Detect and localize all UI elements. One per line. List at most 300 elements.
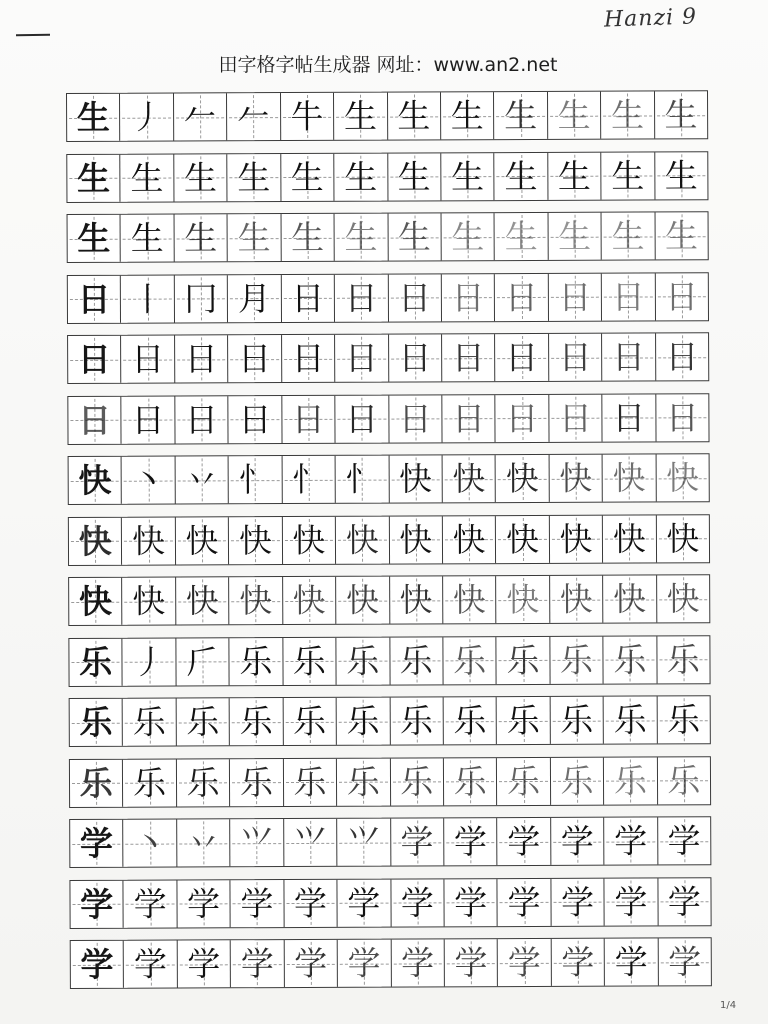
grid-cell	[121, 215, 175, 262]
grid-cell	[604, 757, 658, 804]
grid-cell	[229, 456, 283, 503]
grid-cell	[388, 92, 442, 139]
practice-character: 乐	[186, 702, 220, 742]
practice-character: 快	[506, 579, 540, 620]
grid-cell	[124, 941, 178, 988]
page-number: 1/4	[720, 1000, 737, 1011]
grid-cell	[176, 577, 230, 624]
practice-character: 学	[400, 943, 435, 983]
grid-cell	[70, 699, 124, 746]
practice-character: 乐	[239, 702, 273, 742]
practice-character: 日	[184, 339, 218, 379]
practice-row	[69, 877, 711, 929]
practice-character: 快	[292, 580, 326, 621]
practice-character: 乐	[239, 762, 274, 802]
practice-character: 日	[398, 398, 432, 439]
practice-character: 快	[559, 519, 593, 559]
grid-cell	[281, 153, 335, 200]
practice-character: 日	[558, 398, 593, 438]
grid-cell	[67, 94, 121, 141]
grid-cell	[334, 153, 388, 200]
practice-character: 快	[505, 458, 539, 499]
grid-cell	[551, 878, 605, 925]
grid-cell	[658, 878, 711, 925]
grid-cell	[231, 880, 285, 927]
practice-character: 快	[612, 458, 646, 498]
practice-character: 乐	[346, 762, 380, 802]
practice-character: 乐	[453, 640, 487, 680]
grid-cell	[123, 699, 177, 746]
practice-character: 生	[450, 96, 484, 136]
model-character: 乐	[79, 702, 113, 742]
grid-cell	[495, 334, 549, 381]
grid-cell	[69, 517, 123, 564]
grid-cell	[230, 638, 284, 685]
practice-character: 日	[665, 337, 699, 377]
grid-cell	[71, 941, 125, 988]
practice-character: 生	[397, 96, 431, 136]
practice-character: 生	[183, 157, 218, 197]
grid-cell	[282, 456, 336, 503]
grid-cell	[602, 212, 656, 259]
practice-character: 快	[399, 519, 433, 560]
grid-cell	[655, 152, 708, 199]
practice-character: 乐	[506, 700, 540, 741]
grid-cell	[227, 93, 281, 140]
practice-character: 乐	[560, 700, 594, 740]
sheet-title: 田字格字帖生成器 网址：www.an2.net	[218, 54, 558, 76]
practice-character: 乐	[667, 760, 701, 800]
model-character: 日	[77, 339, 111, 379]
grid-cell	[390, 637, 444, 684]
model-character: 学	[79, 823, 114, 863]
grid-cell	[178, 940, 232, 987]
practice-character: 快	[452, 519, 486, 559]
practice-character: 生	[610, 95, 645, 135]
practice-row	[66, 151, 708, 203]
grid-cell	[123, 638, 177, 685]
grid-cell	[176, 517, 230, 564]
grid-cell	[548, 152, 602, 199]
practice-character: 日	[184, 399, 219, 439]
practice-character: 乐	[292, 641, 326, 681]
grid-cell	[122, 396, 176, 443]
practice-character: 快	[452, 459, 486, 499]
grid-cell	[336, 516, 390, 563]
grid-cell	[657, 636, 710, 683]
grid-cell	[335, 335, 389, 382]
grid-cell	[70, 820, 124, 867]
grid-cell	[69, 457, 123, 504]
grid-cell	[174, 214, 228, 261]
practice-row	[68, 635, 710, 687]
practice-character: 乐	[666, 700, 701, 740]
practice-character: 学	[400, 882, 434, 923]
grid-cell	[444, 818, 498, 865]
grid-cell	[550, 636, 604, 683]
practice-character: 乐	[453, 761, 487, 801]
grid-cell	[604, 696, 658, 743]
practice-character: 月	[237, 278, 271, 318]
practice-character: 乐	[506, 640, 540, 680]
grid-cell	[229, 577, 283, 624]
grid-cell	[174, 93, 228, 140]
practice-row	[68, 453, 710, 505]
model-character: 学	[80, 884, 114, 924]
practice-character: 乐	[293, 762, 327, 802]
practice-character: 日	[238, 399, 272, 439]
grid-cell	[551, 818, 605, 865]
grid-cell	[283, 637, 337, 684]
grid-cell	[442, 334, 496, 381]
grid-cell	[549, 273, 603, 320]
practice-character: 牛	[290, 96, 324, 137]
grid-cell	[123, 759, 177, 806]
grid-cell	[656, 333, 709, 380]
grid-cell	[444, 879, 498, 926]
grid-cell	[548, 213, 602, 260]
model-character: 学	[80, 944, 114, 984]
grid-cell	[495, 152, 549, 199]
grid-cell	[230, 819, 284, 866]
grid-cell	[658, 938, 711, 985]
grid-cell	[228, 214, 282, 261]
grid-cell	[338, 879, 392, 926]
grid-cell	[68, 215, 122, 262]
practice-character: 学	[187, 944, 221, 984]
practice-character: ⺍	[293, 822, 327, 863]
practice-row	[67, 332, 709, 384]
practice-character: 日	[505, 337, 539, 378]
grid-cell	[67, 154, 121, 201]
practice-character: 忄	[345, 459, 379, 499]
practice-character: 忄	[291, 459, 326, 500]
practice-character: 乐	[613, 700, 647, 740]
grid-cell	[496, 394, 550, 441]
grid-cell	[284, 879, 338, 926]
grid-cell	[601, 91, 655, 138]
practice-character: 快	[559, 458, 593, 498]
practice-character: 日	[291, 399, 325, 439]
practice-character: 快	[613, 579, 647, 619]
practice-character: 学	[133, 944, 168, 984]
grid-cell	[229, 517, 283, 564]
practice-character: 日	[558, 277, 592, 317]
practice-character: 生	[344, 157, 378, 197]
grid-cell	[605, 938, 659, 985]
practice-character: 𠂉	[236, 97, 271, 137]
practice-character: 学	[561, 942, 595, 982]
practice-character: 生	[664, 155, 698, 195]
grid-cell	[228, 154, 282, 201]
grid-cell	[496, 455, 550, 502]
practice-character: 学	[507, 821, 541, 862]
practice-character: 乐	[132, 702, 166, 742]
practice-character: 丿	[132, 642, 166, 682]
pen-dash-mark	[16, 34, 50, 37]
practice-character: 生	[557, 95, 591, 135]
practice-character: 生	[558, 216, 592, 256]
practice-character: 生	[451, 217, 485, 257]
grid-cell	[177, 880, 231, 927]
practice-character: 学	[614, 881, 648, 922]
practice-character: 日	[131, 400, 165, 440]
grid-cell	[175, 396, 229, 443]
grid-cell	[494, 92, 548, 139]
practice-character: 学	[614, 821, 648, 861]
model-character: 日	[78, 400, 112, 440]
grid-cell	[337, 758, 391, 805]
grid-cell	[281, 274, 335, 321]
practice-character: 日	[504, 277, 539, 317]
practice-character: 丷	[185, 460, 219, 500]
practice-character: 生	[664, 216, 699, 256]
grid-cell	[497, 757, 551, 804]
grid-cell	[657, 696, 710, 743]
practice-row	[69, 695, 711, 747]
practice-character: 学	[347, 883, 381, 923]
practice-character: 生	[344, 217, 378, 257]
practice-character: 日	[451, 338, 485, 378]
grid-cell	[550, 697, 604, 744]
grid-cell	[604, 817, 658, 864]
grid-cell	[551, 939, 605, 986]
grid-cell	[655, 212, 708, 259]
grid-cell	[550, 515, 604, 562]
practice-character: 生	[397, 217, 431, 257]
grid-cell	[441, 213, 495, 260]
grid-cell	[337, 698, 391, 745]
grid-cell	[70, 880, 124, 927]
grid-cell	[175, 456, 229, 503]
grid-cell	[391, 939, 445, 986]
grid-cell	[442, 274, 496, 321]
practice-character: 快	[612, 518, 646, 559]
model-character: 乐	[79, 763, 113, 803]
grid-cell	[551, 757, 605, 804]
model-character: 快	[78, 581, 113, 621]
practice-character: 学	[347, 943, 381, 983]
grid-cell	[281, 93, 335, 140]
practice-character: 丷	[186, 823, 220, 863]
model-character: 生	[76, 158, 111, 198]
grid-cell	[655, 273, 708, 320]
practice-character: 生	[343, 96, 378, 136]
grid-cell	[388, 153, 442, 200]
grid-cell	[443, 455, 497, 502]
practice-character: 学	[668, 942, 702, 982]
grid-cell	[284, 940, 338, 987]
practice-character: 生	[450, 156, 485, 196]
model-character: 日	[77, 279, 111, 319]
practice-character: 日	[665, 397, 699, 437]
practice-character: 生	[611, 155, 645, 196]
practice-character: 学	[240, 883, 274, 923]
grid-cell	[124, 820, 178, 867]
grid-cell	[497, 636, 551, 683]
practice-character: 学	[453, 822, 488, 862]
grid-cell	[550, 576, 604, 623]
practice-character: 乐	[613, 760, 648, 801]
practice-character: 快	[666, 579, 700, 619]
practice-character: 生	[130, 158, 164, 198]
practice-character: 生	[184, 218, 218, 258]
practice-character: 日	[612, 397, 646, 438]
practice-character: 学	[507, 882, 541, 922]
grid-cell	[495, 213, 549, 260]
grid-cell	[657, 575, 710, 622]
practice-character: 生	[130, 218, 164, 258]
practice-character: 日	[505, 398, 539, 438]
model-character: 快	[78, 521, 112, 561]
practice-character: 快	[345, 580, 380, 620]
grid-cell	[121, 154, 175, 201]
tianzige-grid	[66, 90, 712, 1000]
practice-character: 丿	[130, 97, 164, 137]
grid-cell	[69, 638, 123, 685]
practice-character: 快	[132, 581, 166, 621]
practice-character: 乐	[613, 639, 647, 680]
grid-cell	[443, 576, 497, 623]
practice-character: 乐	[346, 641, 380, 681]
grid-cell	[124, 880, 178, 927]
grid-cell	[391, 879, 445, 926]
practice-character: ⺍	[346, 822, 381, 862]
practice-character: 快	[131, 521, 166, 561]
practice-character: 日	[665, 276, 699, 316]
practice-character: 学	[560, 821, 594, 861]
grid-cell	[498, 939, 552, 986]
grid-cell	[282, 395, 336, 442]
grid-cell	[176, 698, 230, 745]
practice-character: 快	[345, 520, 379, 560]
grid-cell	[498, 818, 552, 865]
practice-character: 乐	[133, 763, 167, 803]
grid-cell	[495, 273, 549, 320]
grid-cell	[549, 455, 603, 502]
practice-character: 学	[507, 942, 541, 983]
practice-character: 快	[398, 459, 433, 499]
practice-row	[69, 756, 711, 808]
practice-character: 生	[504, 216, 538, 257]
practice-character: 学	[294, 943, 328, 984]
grid-cell	[603, 575, 657, 622]
practice-character: 学	[667, 821, 701, 861]
practice-character: 日	[131, 339, 165, 379]
practice-character: 日	[344, 278, 378, 318]
practice-row	[69, 816, 711, 868]
practice-character: 𠂉	[183, 97, 217, 137]
practice-character: 学	[400, 822, 434, 862]
grid-cell	[603, 515, 657, 562]
practice-row	[67, 393, 709, 445]
practice-character: 快	[292, 520, 326, 560]
practice-character: 学	[614, 942, 648, 982]
practice-character: 乐	[666, 639, 700, 679]
practice-character: ⺍	[240, 823, 274, 863]
grid-cell	[229, 396, 283, 443]
practice-row	[67, 211, 709, 263]
grid-cell	[283, 516, 337, 563]
practice-row	[67, 272, 709, 324]
practice-character: 丶	[133, 823, 167, 863]
grid-cell	[177, 759, 231, 806]
practice-character: 乐	[399, 701, 434, 741]
grid-cell	[68, 336, 122, 383]
practice-character: 日	[558, 337, 592, 377]
grid-cell	[121, 336, 175, 383]
grid-cell	[658, 817, 711, 864]
grid-cell	[497, 697, 551, 744]
practice-character: 日	[345, 399, 379, 439]
grid-cell	[390, 576, 444, 623]
practice-character: 学	[667, 881, 701, 921]
grid-cell	[335, 214, 389, 261]
grid-cell	[120, 94, 174, 141]
grid-cell	[443, 516, 497, 563]
grid-cell	[549, 334, 603, 381]
grid-cell	[603, 394, 657, 441]
grid-cell	[284, 758, 338, 805]
practice-character: 日	[398, 338, 432, 378]
model-character: 生	[76, 97, 110, 137]
practice-row	[68, 574, 710, 626]
grid-cell	[548, 92, 602, 139]
practice-character: 乐	[346, 701, 380, 741]
practice-character: 日	[344, 338, 379, 378]
practice-character: 学	[454, 943, 488, 983]
grid-cell	[176, 638, 230, 685]
grid-cell	[122, 517, 176, 564]
grid-cell	[655, 91, 708, 138]
practice-character: 快	[185, 581, 219, 621]
grid-cell	[389, 455, 443, 502]
practice-character: 丨	[130, 279, 165, 319]
practice-character: 乐	[239, 641, 273, 681]
practice-character: 生	[504, 95, 538, 136]
practice-row	[68, 514, 710, 566]
grid-cell	[391, 818, 445, 865]
practice-row	[70, 937, 712, 989]
grid-cell	[121, 275, 175, 322]
practice-character: 生	[664, 95, 698, 135]
practice-character: 生	[504, 156, 538, 196]
practice-character: 乐	[453, 701, 487, 741]
grid-cell	[230, 759, 284, 806]
practice-character: 冂	[184, 278, 218, 318]
model-character: 乐	[79, 642, 113, 682]
handwritten-note: Hanzi 9	[603, 4, 698, 33]
grid-cell	[228, 275, 282, 322]
practice-character: 忄	[238, 460, 272, 500]
practice-character: 日	[291, 338, 325, 379]
practice-row	[66, 90, 708, 142]
model-character: 快	[78, 460, 112, 500]
practice-character: 学	[240, 944, 274, 984]
practice-character: 日	[451, 398, 486, 438]
practice-character: 日	[611, 337, 646, 377]
grid-cell	[177, 819, 231, 866]
grid-cell	[496, 576, 550, 623]
grid-cell	[335, 395, 389, 442]
practice-character: 学	[186, 883, 221, 923]
practice-character: 快	[399, 580, 433, 620]
grid-cell	[338, 940, 392, 987]
practice-character: 丶	[131, 460, 165, 500]
grid-cell	[228, 335, 282, 382]
grid-cell	[230, 698, 284, 745]
grid-cell	[389, 395, 443, 442]
